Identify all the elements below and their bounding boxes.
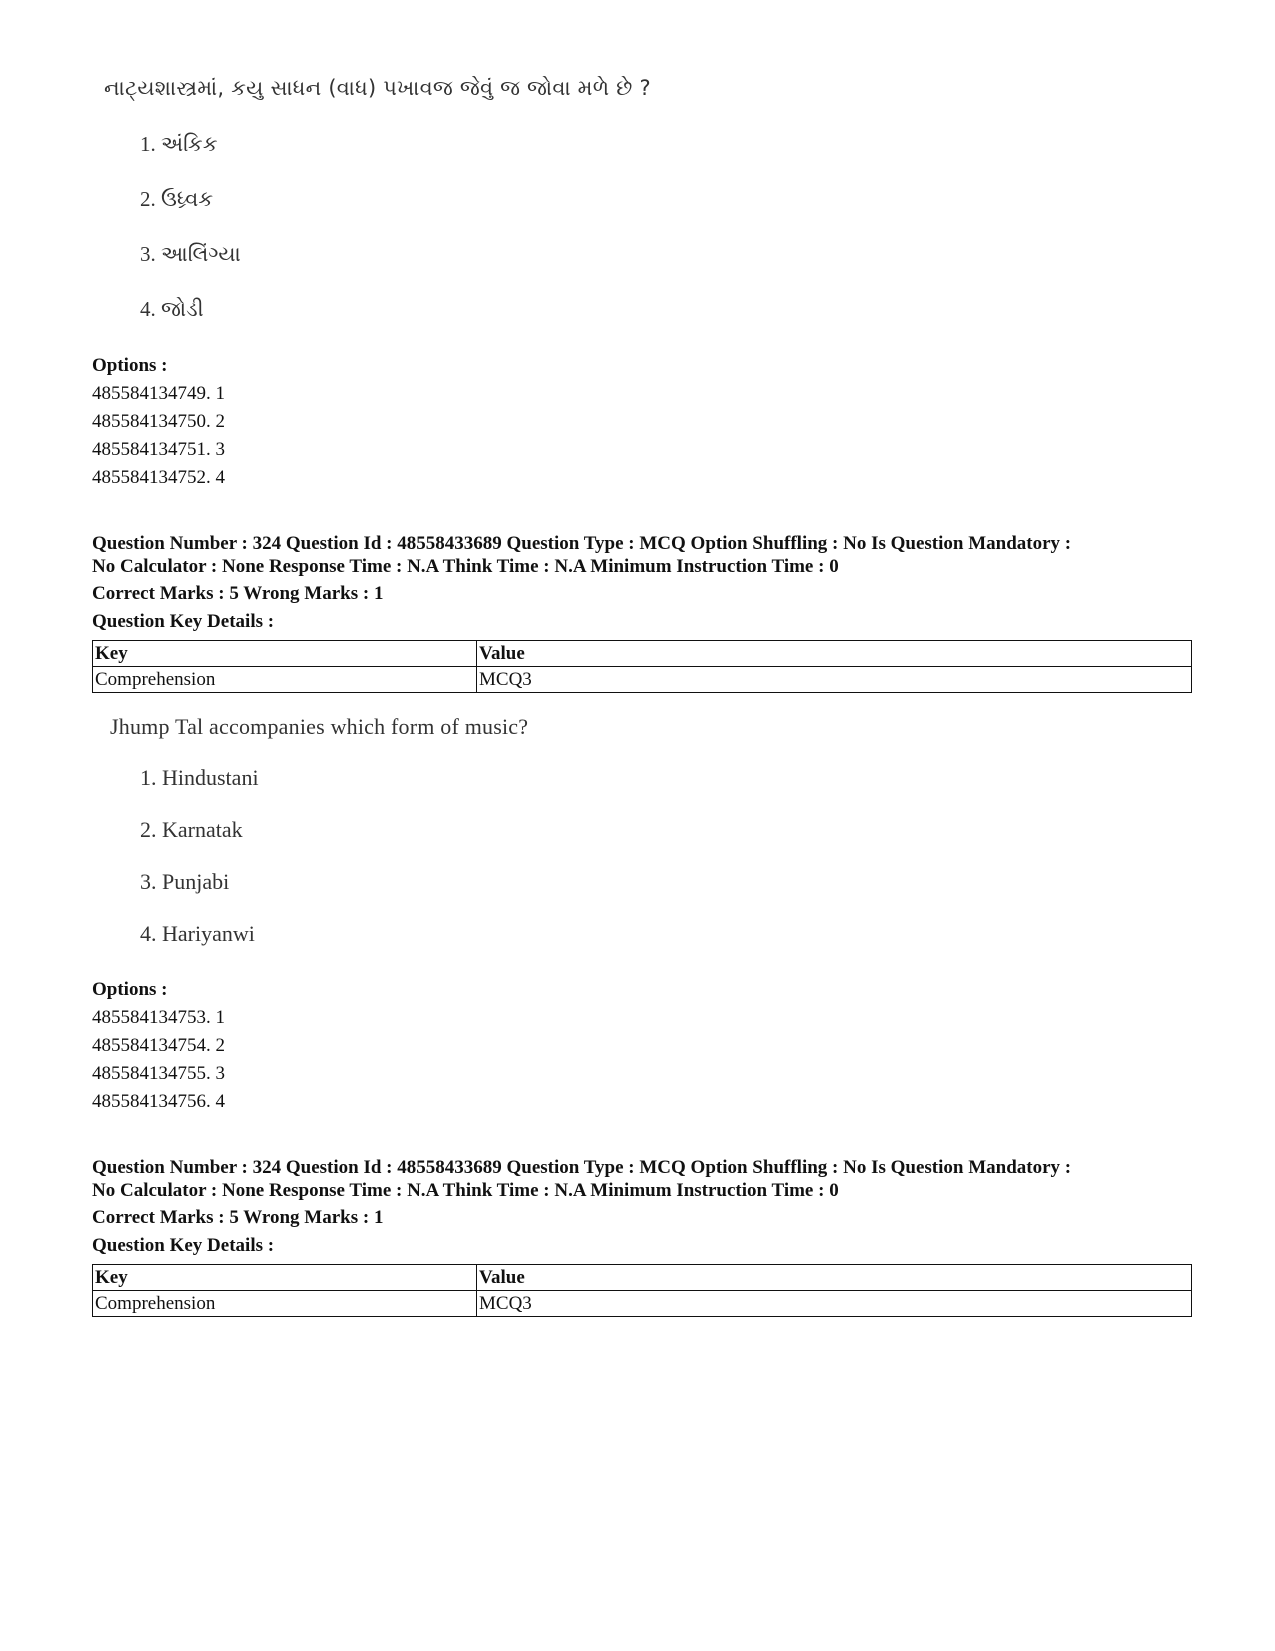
table-cell-value: MCQ3 xyxy=(477,1291,1192,1317)
table-header-row xyxy=(93,1265,1192,1291)
option-id-4: 485584134756. 4 xyxy=(92,1091,225,1112)
option-id-2: 485584134754. 2 xyxy=(92,1035,225,1056)
question-choice-1: 1. અંકિક xyxy=(140,132,218,156)
question-choice-2: 2. Karnatak xyxy=(140,817,243,842)
key-details-label: Question Key Details : xyxy=(92,1235,275,1256)
question-meta-line-1: Question Number : 324 Question Id : 48558433689 Question Type : MCQ Option Shuffling : No Is Question Mandatory : xyxy=(92,533,1072,554)
question-choice-1: 1. Hindustani xyxy=(140,765,259,790)
question-text-gujarati: નાટ્યશાસ્ત્રમાં, કયુ સાધન (વાધ) પખાવજ જેવું જ જોવા મળે છે ? xyxy=(104,76,651,100)
question-meta xyxy=(92,532,1202,578)
table-header-key: Key xyxy=(93,1265,477,1291)
options-label: Options : xyxy=(92,979,168,1000)
question-choice-3: 3. Punjabi xyxy=(140,869,230,894)
question-key-table xyxy=(92,1264,1192,1317)
table-cell-key: Comprehension xyxy=(93,1291,477,1317)
question-choice-3: 3. આલિંગ્યા xyxy=(140,242,241,266)
option-id-3: 485584134751. 3 xyxy=(92,439,225,460)
question-meta xyxy=(92,1156,1202,1202)
table-header-row xyxy=(93,641,1192,667)
question-choice-4: 4. Hariyanwi xyxy=(140,921,255,946)
key-details-label: Question Key Details : xyxy=(92,611,275,632)
option-id-2: 485584134750. 2 xyxy=(92,411,225,432)
question-meta-line-2: No Calculator : None Response Time : N.A Think Time : N.A Minimum Instruction Time : 0 xyxy=(92,556,839,577)
table-header-key: Key xyxy=(93,641,477,667)
question-key-table xyxy=(92,640,1192,693)
table-cell-value: MCQ3 xyxy=(477,667,1192,693)
option-id-1: 485584134749. 1 xyxy=(92,383,225,404)
question-choice-4: 4. જોડી xyxy=(140,297,204,321)
table-row xyxy=(93,1291,1192,1317)
question-text-english: Jhump Tal accompanies which form of music? xyxy=(110,714,529,739)
table-header-value: Value xyxy=(477,1265,1192,1291)
option-id-3: 485584134755. 3 xyxy=(92,1063,225,1084)
table-header-value: Value xyxy=(477,641,1192,667)
marks-line: Correct Marks : 5 Wrong Marks : 1 xyxy=(92,1207,384,1228)
question-meta-line-1: Question Number : 324 Question Id : 48558433689 Question Type : MCQ Option Shuffling : No Is Question Mandatory : xyxy=(92,1157,1072,1178)
marks-line: Correct Marks : 5 Wrong Marks : 1 xyxy=(92,583,384,604)
table-cell-key: Comprehension xyxy=(93,667,477,693)
question-meta-line-2: No Calculator : None Response Time : N.A Think Time : N.A Minimum Instruction Time : 0 xyxy=(92,1180,839,1201)
options-label: Options : xyxy=(92,355,168,376)
option-id-4: 485584134752. 4 xyxy=(92,467,225,488)
question-choice-2: 2. ઉધ્ર્વક xyxy=(140,187,214,211)
table-row xyxy=(93,667,1192,693)
option-id-1: 485584134753. 1 xyxy=(92,1007,225,1028)
